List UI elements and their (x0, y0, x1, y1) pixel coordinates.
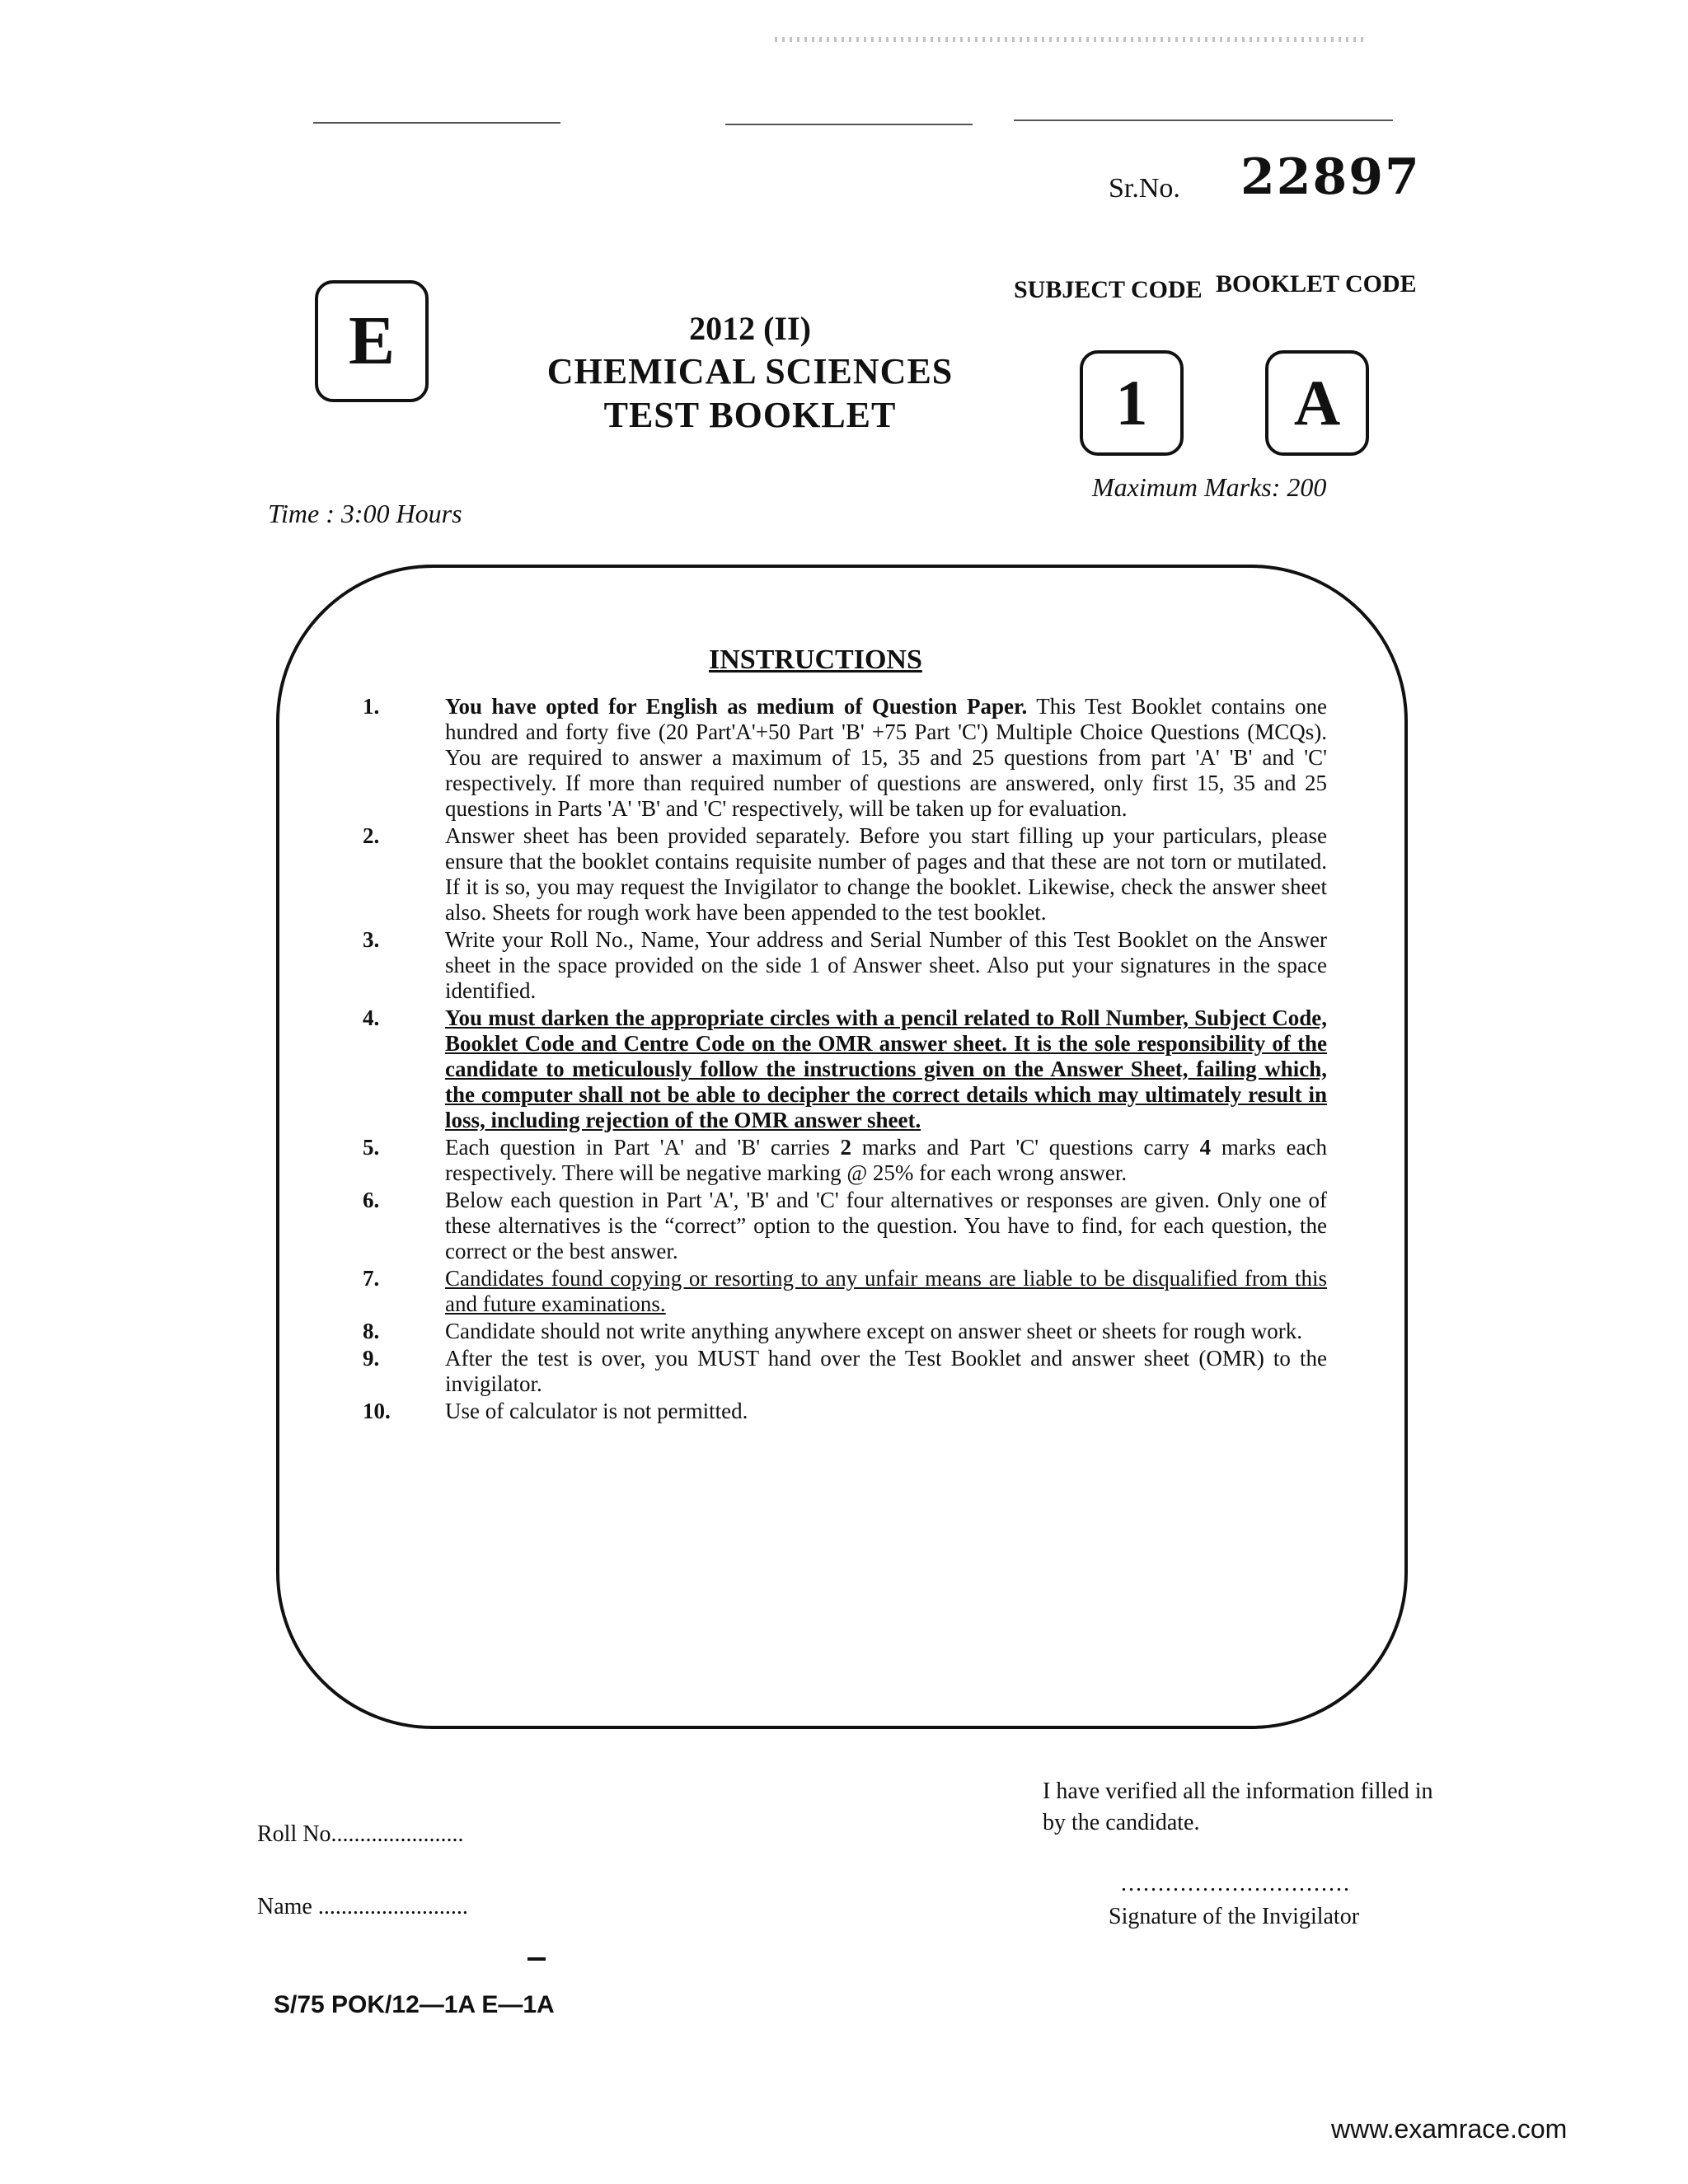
exam-year: 2012 (II) (689, 310, 811, 347)
top-rule-mid (725, 124, 973, 125)
verification-statement: I have verified all the information filled in by the candidate. (1043, 1779, 1433, 1835)
instruction-item (354, 1266, 1327, 1317)
subject-code-label: SUBJECT CODE (1014, 276, 1203, 303)
instruction-text: Candidate should not write anything anywhere except on answer sheet or sheets for rough work. (445, 1319, 1302, 1343)
instruction-number: 9. (363, 1346, 380, 1371)
signature-line: ............................... (1121, 1871, 1351, 1896)
maximum-marks: Maximum Marks: 200 (1092, 472, 1327, 502)
instruction-text: marks each respectively. There will be negative marking @ 25% for each wrong answer. (445, 1135, 1328, 1185)
serial-number-value: 22897 (1240, 148, 1421, 206)
booklet-code-box: A (1265, 350, 1369, 456)
instruction-number: 5. (363, 1135, 380, 1160)
instructions-heading: INSTRUCTIONS (709, 644, 922, 675)
marks-value: 4 (1199, 1135, 1212, 1160)
signature-label: Signature of the Invigilator (1109, 1904, 1360, 1929)
instruction-number: 3. (363, 927, 380, 952)
instruction-text: Use of calculator is not permitted. (445, 1399, 748, 1423)
instruction-text: marks and Part 'C' questions carry (851, 1135, 1200, 1160)
document-title: TEST BOOKLET (603, 395, 897, 435)
instruction-number: 2. (363, 823, 380, 848)
subject-code-box: 1 (1080, 350, 1184, 456)
serial-number-label: Sr.No. (1109, 173, 1180, 204)
exam-subject: CHEMICAL SCIENCES (546, 351, 954, 391)
instruction-item (354, 1346, 1327, 1397)
instruction-text: You must darken the appropriate circles with a pencil related to Roll Number, Subject Code, Booklet Code and Centre Code on the OMR answer sheet. It is the sole responsibility of the candidate to meticulously follow the instructions given on the Answer Sheet, failing which, the computer shall not be able to decipher the correct details which may ultimately result in loss, including rejection of the OMR answer sheet. (445, 1005, 1327, 1132)
instruction-number: 1. (363, 694, 380, 719)
instruction-text: After the test is over, you MUST hand over the Test Booklet and answer sheet (OMR) to the invigilator. (445, 1346, 1327, 1396)
divider-dash (528, 1957, 546, 1961)
instruction-item (354, 1319, 1327, 1344)
top-rule-right (1014, 120, 1393, 121)
instruction-text: Answer sheet has been provided separately. Before you start filling up your particulars, please ensure that the booklet contains requisite number of pages and that these are not torn or mutilated. If it is so, you may request the Invigilator to change the booklet. Likewise, check the answer sheet also. Sheets for rough work have been appended to the test booklet. (445, 823, 1327, 925)
name-field: Name .......................... (257, 1894, 468, 1919)
instruction-lead: You have opted for English as medium of Question Paper. (445, 694, 1028, 719)
instruction-text: Each question in Part 'A' and 'B' carries (445, 1135, 841, 1160)
instruction-item (354, 1005, 1327, 1133)
instruction-item (354, 927, 1327, 1004)
booklet-code-label: BOOKLET CODE (1216, 270, 1417, 298)
instruction-item (354, 694, 1327, 822)
instruction-number: 4. (363, 1005, 380, 1030)
set-letter-box: E (315, 280, 429, 402)
instruction-item (354, 1135, 1327, 1186)
instruction-number: 8. (363, 1319, 380, 1343)
instruction-item (354, 1188, 1327, 1264)
instructions-list (354, 694, 1327, 1426)
instruction-item (354, 1399, 1327, 1424)
time-allowed: Time : 3:00 Hours (268, 499, 462, 528)
instruction-text: Below each question in Part 'A', 'B' and 'C' four alternatives or responses are given. Only one of these alternatives is the “correct” option to the question. You have to find, for each question, the correct or the best answer. (445, 1188, 1327, 1263)
scan-noise (775, 37, 1368, 42)
instruction-number: 10. (363, 1399, 391, 1423)
top-rule-left (313, 122, 560, 124)
marks-value: 2 (840, 1135, 852, 1160)
booklet-footer-code: S/75 POK/12—1A E—1A (274, 1991, 555, 2018)
instruction-text: This Test Booklet contains one hundred and forty five (20 Part'A'+50 Part 'B' +75 Part 'C') Multiple Choice Questions (MCQs). You are required to answer a maximum of 15, 35 and 25 questions from part 'A' 'B' and 'C' respectively. If more than required number of questions are answered, only first 15, 35 and 25 questions in Parts 'A' 'B' and 'C' respectively, will be taken up for evaluation. (445, 694, 1327, 821)
instruction-text: Write your Roll No., Name, Your address and Serial Number of this Test Booklet on the Answer sheet in the space provided on the side 1 of Answer sheet. Also put your signatures in the space identified. (445, 927, 1327, 1003)
instruction-number: 6. (363, 1188, 380, 1212)
instruction-number: 7. (363, 1266, 380, 1291)
website-watermark: www.examrace.com (1331, 2114, 1568, 2144)
roll-number-field: Roll No....................... (257, 1821, 464, 1847)
instruction-item (354, 823, 1327, 926)
instruction-text: Candidates found copying or resorting to any unfair means are liable to be disqualified from this and future examinations. (445, 1266, 1327, 1316)
